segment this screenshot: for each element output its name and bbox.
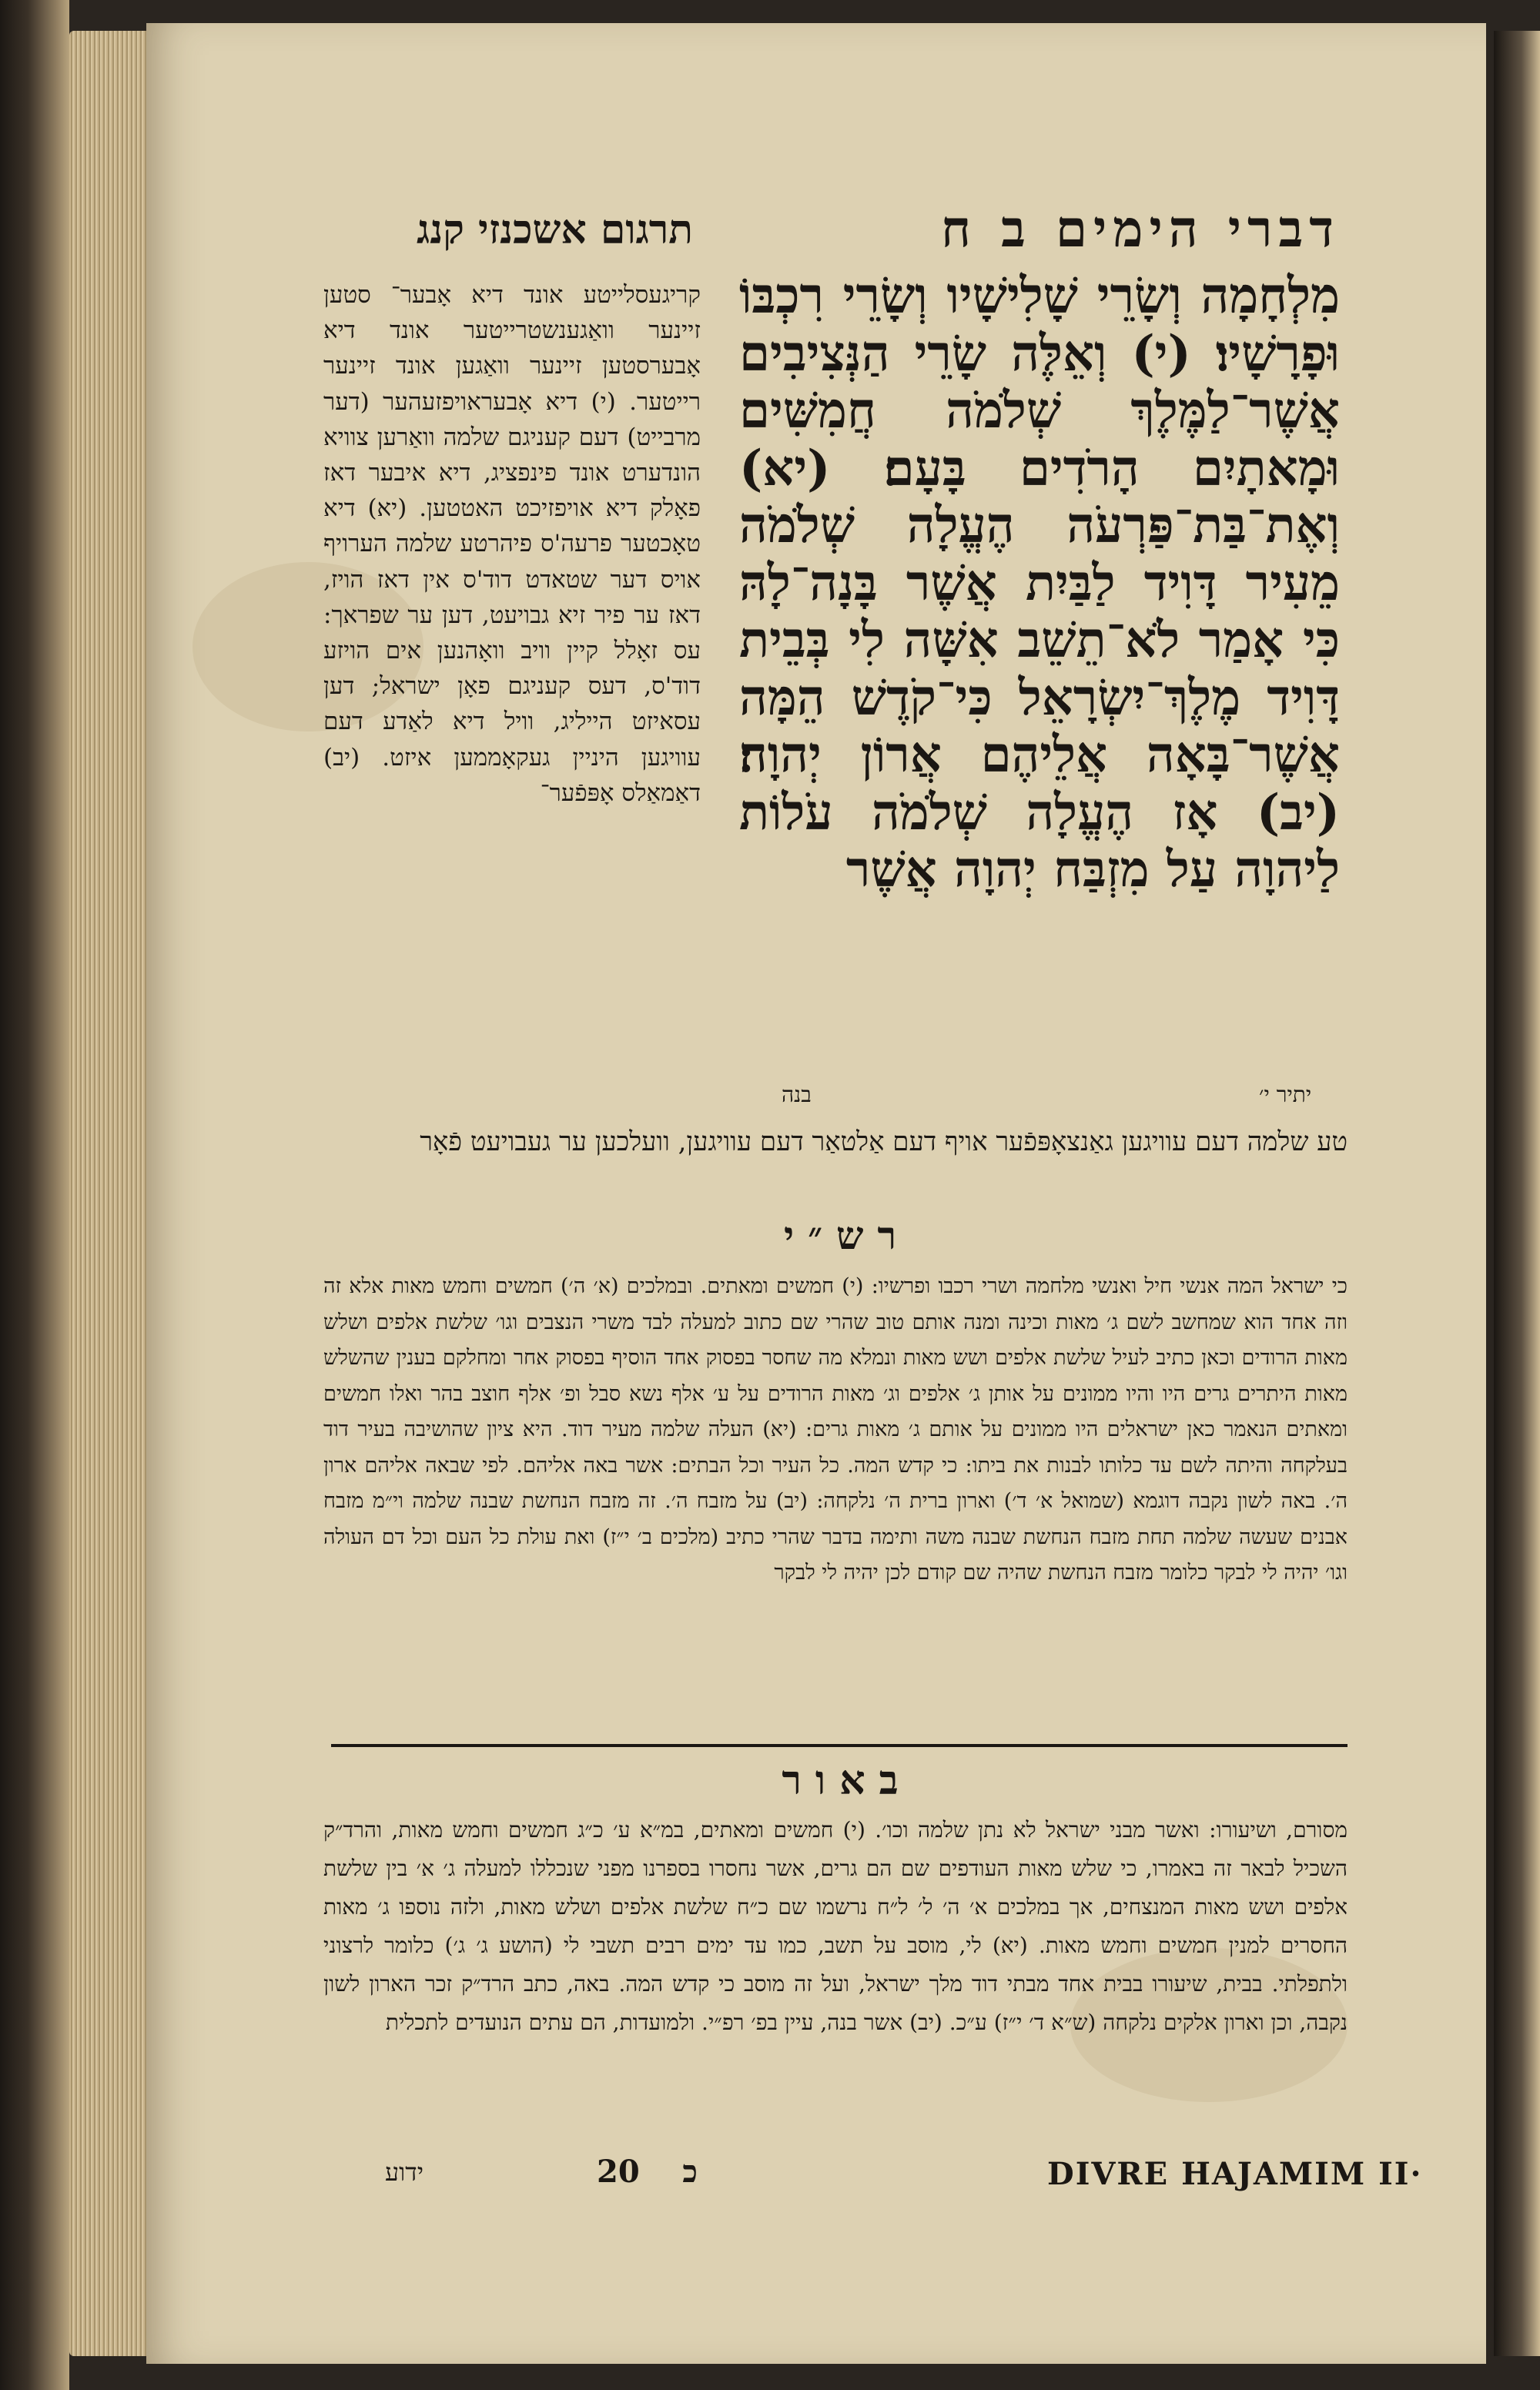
rashi-heading: רש״י xyxy=(783,1213,911,1258)
biur-heading: באור xyxy=(782,1757,912,1804)
facing-page-edge xyxy=(1494,31,1540,2356)
footer-page-number xyxy=(597,2154,698,2190)
main-hebrew-text: מִלְחָמָה וְשָׂרֵי שָׁלִישָׁיו וְשָׂרֵי רִכְבּוֹ וּפָרָשָׁיו׃ (י) וְאֵלֶּה שָׂרֵי הַנְּצִיבִים אֲשֶׁר־לַמֶּלֶךְ שְׁלֹמֹה חֲמִשִּׁים וּמָאתָיִם הָרֹדִים בָּעָם׃ (יא) וְאֶת־בַּת־פַּרְעֹה הֶעֱלָה שְׁלֹמֹה מֵעִיר דָּוִיד לַבַּיִת אֲשֶׁר בָּנָה־לָהּ כִּי אָמַר לֹא־תֵשֵׁב אִשָּׁה לִי בְּבֵית דָּוִיד מֶלֶךְ־יִשְׂרָאֵל כִּי־קֹדֶשׁ הֵמָּה אֲשֶׁר־בָּאָה אֲלֵיהֶם אֲרוֹן יְהוָה׃ (יב) אָז הֶעֱלָה שְׁלֹמֹה עֹלוֹת לַיהוָה עַל מִזְבַּח יְהוָה אֲשֶׁר xyxy=(739,268,1340,899)
catchword-left: בנה xyxy=(782,1082,812,1107)
catchword-right: יתיר י׳ xyxy=(1259,1082,1312,1107)
rashi-commentary: כי ישראל המה אנשי חיל ואנשי מלחמה ושרי רכבו ופרשיו: (י) חמשים ומאתים. ובמלכים (א׳ ה׳) חמשים וחמש מאות אלא זה וזה אחד הוא שמחשב לשם ג׳ מאות וכינה ומנה אותם טוב שהרי שם כתוב למעלה לבד משרי הנצבים וגו׳ שלשת אלפים ושלש מאות הרודים וכאן כתיב לעיל שלשת אלפים ושש מאות ונמלא מה שחסר בפסוק אחד הוסיף בפסוק אחר ומחלקם בענין שהשלש מאות היתרים גרים היו והיו ממונים על אותן ג׳ אלפים וג׳ מאות הרודים על ע׳ אלף נשא סבל ופ׳ אלף חוצב בהר ואלו חמשים ומאתים הנאמר כאן ישראלים היו ממונים על אותם ג׳ מאות גרים: (יא) העלה שלמה מעיר דוד. היא ציון שהושיבה בעיר דוד בעלקחה והיתה לשם עד כלותו לבנות את ביתו: כי קדש המה. כל העיר וכל הבתים: אשר באה אליהם. לפי שבאה אליהם ארון ה׳. באה לשון נקבה דוגמא (שמואל א׳ ד׳) וארון ברית ה׳ נלקחה: (יב) על מזבח ה׳. זה מזבח הנחשת שבנה שלמה וי״מ מזבח אבנים שעשה שלמה תחת מזבח הנחשת שבנה משה ותימה בדבר שהרי כתיב (מלכים ב׳ י״ז) ואת עולת כל העם וכל דם העולה וגו׳ יהיה לי לבקר כלומר מזבח הנחשת שהיה שם קודם לכן יהיה לי לבקר xyxy=(323,1274,1348,1585)
book-edge xyxy=(0,0,69,2390)
page-number: 20 xyxy=(597,2154,640,2190)
biur-commentary: מסורם, ושיעורו: ואשר מבני ישראל לא נתן שלמה וכו׳. (י) חמשים ומאתים, במ״א ע׳ כ״ג חמשים וחמש מאות, והרד״ק השכיל לבאר זה באמרו, כי שלש מאות העודפים שם הם גרים, אשר נחסרו בספרנו מפני שנכללו למעלה ג׳ א׳ בין שלשת אלפים ושש מאות המנצחים, אך במלכים א׳ ה׳ ל׳ ל״ח נרשמו שם כ״ח שלשת אלפים ושלש מאות, ולזה נוספו ג׳ מאות החסרים למנין חמשים וחמש מאות. (יא) לי, מוסב על תשב, כמו עד ימים רבים תשבי לי (הושע ג׳ ג׳) כלומר לרצוני ולתפלתי. בבית, שיעורו בבית אחד מבתי דוד מלך ישראל, ועל זה מוסב כי קדש המה. באה, כתב הרד״ק זכר הארון לשון נקבה, וכן וארון אלקים נלקחה (ש״א ד׳ י״ז) ע״כ. (יב) אשר בנה, עיין בפ׳ רפ״י. ולמועדות, הם עתים הנועדים לתכלית xyxy=(323,1817,1348,2035)
footer-book-title: DIVRE HAJAMIM II· xyxy=(1047,2156,1423,2192)
translation-continuation: טע שלמה דעם עוויגען גאַנצאָפּפֿער אויף דעם אַלטאַר דעם עוויגען, וועלכען ער געבויעט פֿאָר xyxy=(420,1126,1348,1157)
section-divider xyxy=(331,1744,1348,1747)
main-header: דברי הימים ב ח xyxy=(941,199,1340,259)
page-letter: כ xyxy=(682,2154,698,2190)
footer-signature: ידוע xyxy=(385,2157,424,2187)
side-header: תרגום אשכנזי קנג xyxy=(417,206,693,253)
translation-column: קריגעסלייטע אונד דיא אָבער־ סטען זיינער וואַגענשטרייטער אונד דיא אָבערסטען זיינער וואַגען אונד זיינער רייטער. (י) דיא אָבעראויפזעהער (דער מרבייט) דעם קעניגם שלמה וואַרען צוויא הונדערט אונד פינפציג, דיא איבער דאז פאָלק דיא אויפזיכט האטטען. (יא) דיא טאָכטער פרעה'ס פיהרטע שלמה הערויף אויס דער שטאדט דוד'ס אין דאז הויז, דאז ער פיר זיא גבויעט, דען ער שפראך: עס זאָלל קיין וויב וואָהנען אים הויזע דוד'ס, דעס קעניגם פאָן ישראל; דען עסאיזט הייליג, וויל דיא לאַדע דעם עוויגען היניין געקאָממען איזט. (יב) דאַמאַלס אָפּפֿער־ xyxy=(323,281,701,807)
page-stack xyxy=(69,31,146,2356)
